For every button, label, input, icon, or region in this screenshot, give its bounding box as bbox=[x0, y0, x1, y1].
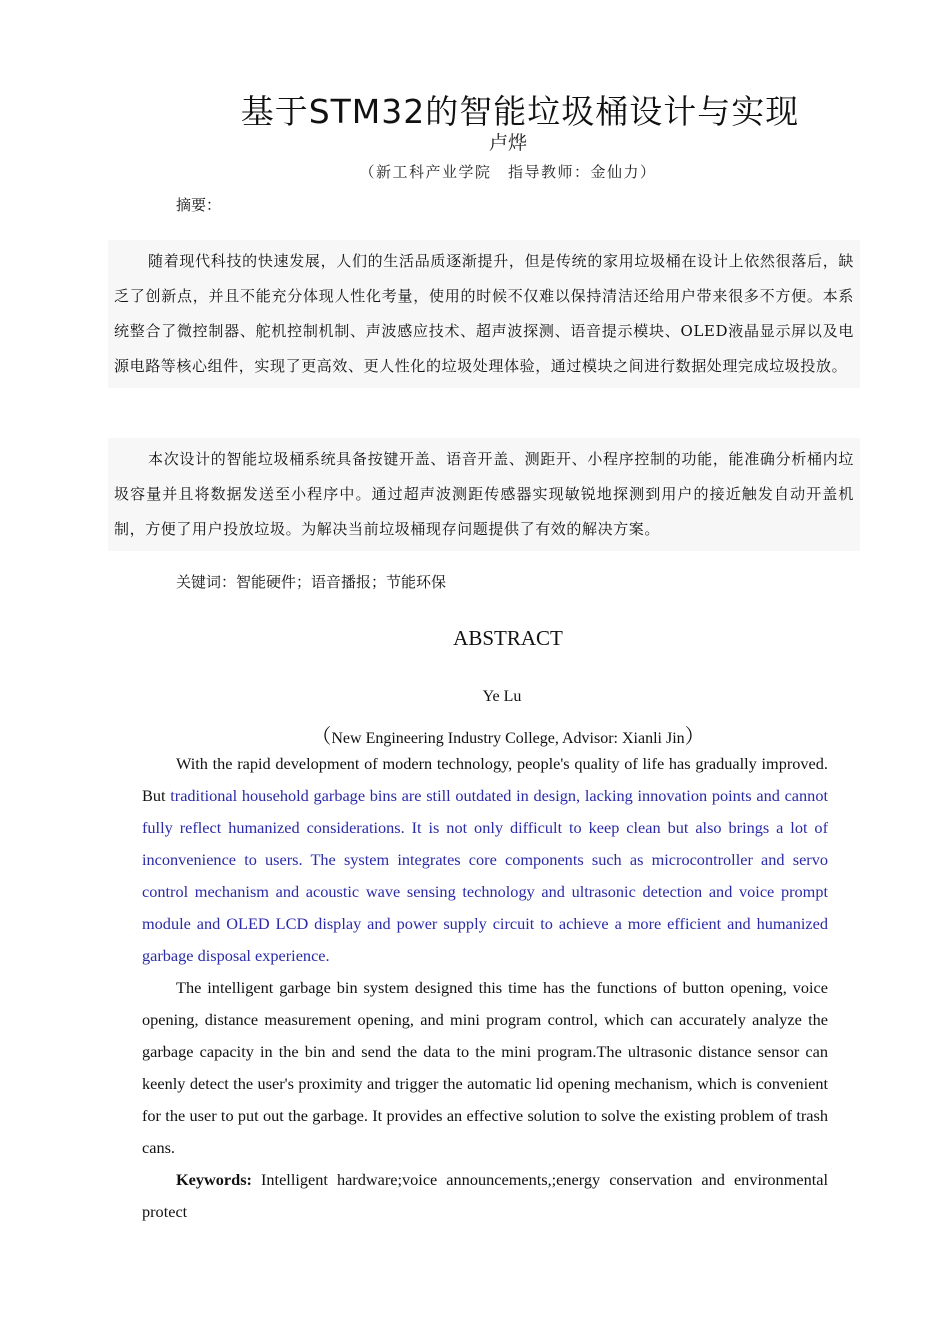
paper-title: 基于STM32的智能垃圾桶设计与实现 bbox=[240, 92, 800, 131]
abstract-label-cn: 摘要： bbox=[176, 196, 222, 214]
author-name-cn: 卢烨 bbox=[488, 132, 527, 154]
author-name-en: Ye Lu bbox=[482, 688, 522, 705]
abstract-en-title: ABSTRACT bbox=[453, 626, 563, 650]
abstract-cn-paragraph-1: 随着现代科技的快速发展，人们的生活品质逐渐提升，但是传统的家用垃圾桶在设计上依然很落后，缺乏了创新点，并且不能充分体现人性化考量，使用的时候不仅难以保持清洁还给用户带来很多不方便。本系统整合了微控制器、舵机控制机制、声波感应技术、超声波探测、语音提示模块、OLED液晶显示屏以及电源电路等核心组件，实现了更高效、更人性化的垃圾处理体验，通过模块之间进行数据处理完成垃圾投放。 bbox=[108, 240, 860, 388]
keywords-cn-label: 关键词： bbox=[176, 573, 237, 591]
abstract-en-p1-highlight: traditional household garbage bins are still outdated in design, lacking innovation points and cannot fully reflect humanized considerations. It is not only difficult to keep clean but also brings a lot of inconvenience to users. The system integrates core components such as microcontroller and servo control mechanism and acoustic wave sensing technology and ultrasonic detection and voice prompt module and OLED LCD display and power supply circuit to achieve a more efficient and humanized garbage disposal experience. bbox=[142, 786, 828, 965]
keywords-en-text: Intelligent hardware;voice announcements,;energy conservation and environmental protect bbox=[142, 1170, 828, 1221]
affiliation-en-text: New Engineering Industry College, Advisor: Xianli Jin bbox=[331, 730, 685, 747]
abstract-en-paragraph-1 bbox=[142, 748, 828, 972]
keywords-cn bbox=[176, 571, 446, 592]
keywords-en bbox=[142, 1164, 828, 1228]
abstract-en-p1-start: With the rapid development of modern technology, people's quality of life has gradually improved. But bbox=[142, 754, 828, 805]
abstract-en-body bbox=[142, 748, 828, 1228]
affiliation-en-open-paren: （ bbox=[311, 726, 332, 748]
affiliation-cn: （新工科产业学院 指导教师：金仙力） bbox=[359, 163, 657, 181]
affiliation-en bbox=[0, 720, 950, 749]
keywords-cn-text: 智能硬件；语音播报；节能环保 bbox=[236, 573, 447, 591]
abstract-cn-paragraph-2: 本次设计的智能垃圾桶系统具备按键开盖、语音开盖、测距开、小程序控制的功能，能准确分析桶内垃圾容量并且将数据发送至小程序中。通过超声波测距传感器实现敏锐地探测到用户的接近触发自动开盖机制，方便了用户投放垃圾。为解决当前垃圾桶现存问题提供了有效的解决方案。 bbox=[108, 438, 860, 551]
abstract-en-paragraph-2: The intelligent garbage bin system designed this time has the functions of button opening, voice opening, distance measurement opening, and mini program control, which can accurately analyze the garbage capacity in the bin and send the data to the mini program.The ultrasonic distance sensor can keenly detect the user's proximity and trigger the automatic lid opening mechanism, which is convenient for the user to put out the garbage. It provides an effective solution to solve the existing problem of trash cans. bbox=[142, 978, 828, 1157]
affiliation-en-close-paren: ） bbox=[684, 726, 705, 748]
keywords-en-label: Keywords: bbox=[176, 1170, 252, 1189]
